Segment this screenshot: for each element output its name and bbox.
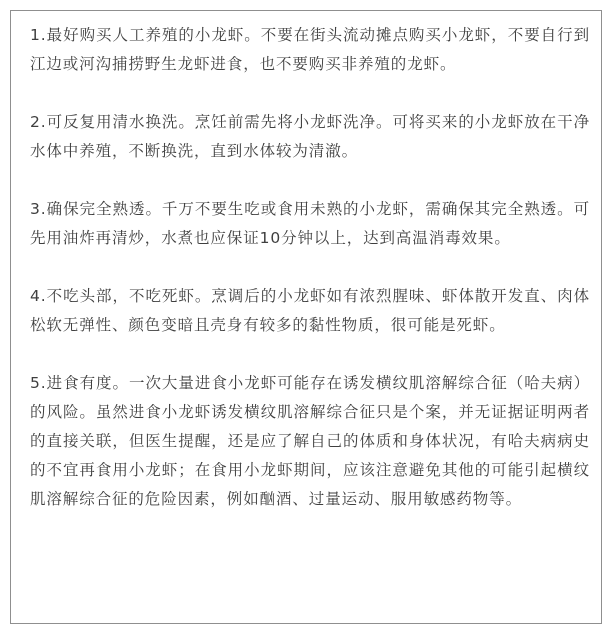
tip-paragraph-1: 1.最好购买人工养殖的小龙虾。不要在街头流动摊点购买小龙虾，不要自行到江边或河沟捕捞野生龙虾进食，也不要购买非养殖的龙虾。 xyxy=(30,26,590,73)
tip-paragraph-3: 3.确保完全熟透。千万不要生吃或食用未熟的小龙虾，需确保其完全熟透。可先用油炸再清炒，水煮也应保证10分钟以上，达到高温消毒效果。 xyxy=(30,200,590,247)
text-card xyxy=(10,10,602,624)
tip-paragraph-4: 4.不吃头部，不吃死虾。烹调后的小龙虾如有浓烈腥味、虾体散开发直、肉体松软无弹性、颜色变暗且壳身有较多的黏性物质，很可能是死虾。 xyxy=(30,287,590,334)
tip-paragraph-2: 2.可反复用清水换洗。烹饪前需先将小龙虾洗净。可将买来的小龙虾放在干净水体中养殖，不断换洗，直到水体较为清澈。 xyxy=(30,113,590,160)
tip-paragraph-5: 5.进食有度。一次大量进食小龙虾可能存在诱发横纹肌溶解综合征（哈夫病）的风险。虽然进食小龙虾诱发横纹肌溶解综合征只是个案，并无证据证明两者的直接关联，但医生提醒，还是应了解自己的体质和身体状况，有哈夫病病史的不宜再食用小龙虾；在食用小龙虾期间，应该注意避免其他的可能引起横纹肌溶解综合征的危险因素，例如酗酒、过量运动、服用敏感药物等。 xyxy=(30,374,590,508)
tips-list xyxy=(30,21,590,514)
